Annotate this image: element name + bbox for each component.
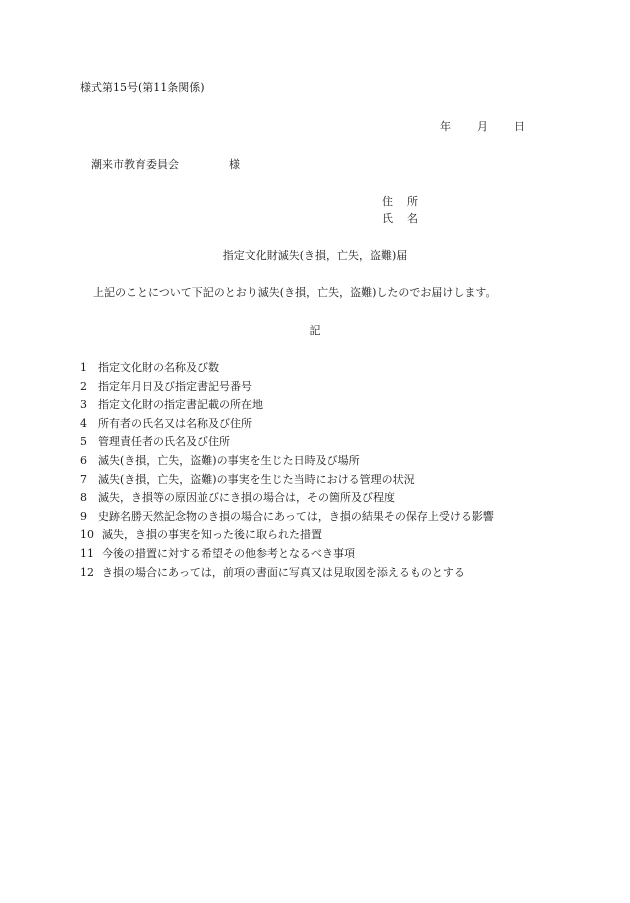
item-number: 6 xyxy=(80,453,87,467)
addressee-honorific: 様 xyxy=(229,158,240,171)
item-number: 10 xyxy=(80,528,94,542)
list-item xyxy=(80,418,494,437)
item-text: き損の場合にあっては，前項の書面に写真又は見取図を添えるものとする xyxy=(102,565,465,579)
list-item xyxy=(80,492,494,511)
items-list xyxy=(80,362,494,585)
address-label-part-2: 所 xyxy=(407,195,418,208)
body-paragraph: 上記のことについて下記のとおり滅失(き損，亡失，盗難)したのでお届けします。 xyxy=(93,286,497,299)
list-item xyxy=(80,399,494,418)
item-number: 2 xyxy=(80,379,87,393)
document-title: 指定文化財滅失(き損，亡失，盗難)届 xyxy=(222,249,408,262)
list-item xyxy=(80,455,494,474)
item-text: 今後の措置に対する希望その他参考となるべき事項 xyxy=(102,546,355,560)
list-item xyxy=(80,362,494,381)
date-month-label: 月 xyxy=(477,120,488,133)
item-number: 11 xyxy=(80,546,94,560)
form-number: 様式第15号(第11条関係) xyxy=(80,81,205,94)
item-number: 5 xyxy=(80,435,87,449)
date-day-label: 日 xyxy=(514,120,525,133)
ki-heading: 記 xyxy=(309,324,321,337)
list-item xyxy=(80,548,494,567)
list-item xyxy=(80,474,494,493)
list-item xyxy=(80,511,494,530)
applicant-name-label xyxy=(382,213,418,224)
item-text: 指定文化財の指定書記載の所在地 xyxy=(98,398,263,412)
item-text: 滅失(き損，亡失，盗難)の事実を生じた日時及び場所 xyxy=(98,453,360,467)
date-year-label: 年 xyxy=(440,120,451,133)
list-item xyxy=(80,529,494,548)
item-text: 史跡名勝天然記念物のき損の場合にあっては，き損の結果その保存上受ける影響 xyxy=(98,509,494,523)
item-number: 7 xyxy=(80,472,87,486)
item-number: 4 xyxy=(80,416,87,430)
item-text: 管理責任者の氏名及び住所 xyxy=(98,435,230,449)
item-text: 滅失(き損，亡失，盗難)の事実を生じた当時における管理の状況 xyxy=(98,472,415,486)
item-number: 9 xyxy=(80,509,87,523)
address-label-part-1: 住 xyxy=(382,195,393,208)
list-item xyxy=(80,436,494,455)
item-text: 所有者の氏名又は名称及び住所 xyxy=(98,416,252,430)
item-number: 1 xyxy=(80,361,87,374)
item-number: 8 xyxy=(80,491,87,505)
item-text: 滅失，き損等の原因並びにき損の場合は，その箇所及び程度 xyxy=(98,491,395,505)
item-text: 滅失，き損の事実を知った後に取られた措置 xyxy=(102,528,322,542)
list-item xyxy=(80,381,494,400)
item-text: 指定年月日及び指定書記号番号 xyxy=(98,379,252,393)
name-label-part-1: 氏 xyxy=(382,212,393,225)
item-text: 指定文化財の名称及び数 xyxy=(98,361,219,374)
name-label-part-2: 名 xyxy=(407,212,418,225)
list-item xyxy=(80,567,494,586)
applicant-address-label xyxy=(382,196,418,207)
date-line xyxy=(440,121,525,132)
item-number: 3 xyxy=(80,398,87,412)
addressee xyxy=(91,159,240,170)
addressee-name: 潮来市教育委員会 xyxy=(91,158,179,171)
item-number: 12 xyxy=(80,565,94,579)
